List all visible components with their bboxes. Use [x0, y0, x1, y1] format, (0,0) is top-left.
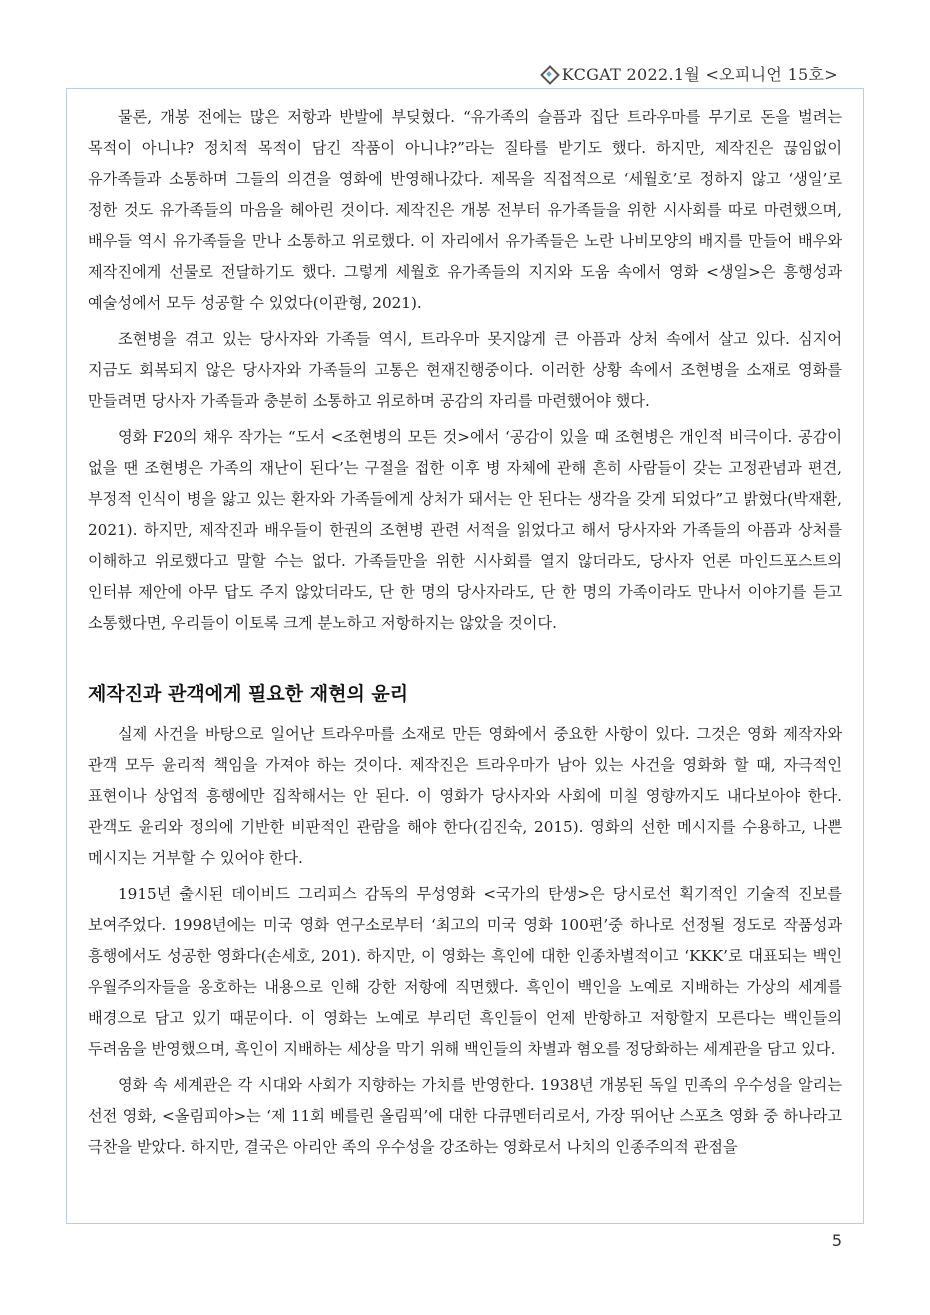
diamond-logo-icon — [542, 67, 556, 81]
paragraph: 1915년 출시된 데이비드 그리피스 감독의 무성영화 <국가의 탄생>은 당시로선 획기적인 기술적 진보를 보여주었다. 1998년에는 미국 영화 연구소로부터 ‘최고의 미국 영화 100편’중 하나로 선정될 정도로 작품성과 흥행에서도 성공한 영화다(손세호, 201). 하지만, 이 영화는 흑인에 대한 인종차별적이고 ‘KKK’로 대표되는 백인 우월주의자들을 옹호하는 내용으로 인해 강한 저항에 직면했다. 흑인이 백인을 노예로 지배하는 가상의 세계를 배경으로 담고 있기 때문이다. 이 영화는 노예로 부리던 흑인들이 언제 반항하고 저항할지 모른다는 백인들의 두려움을 반영했으며, 흑인이 지배하는 세상을 막기 위해 백인들의 차별과 혐오를 정당화하는 세계관을 담고 있다. — [88, 885, 842, 1058]
section-heading: 제작진과 관객에게 필요한 재현의 윤리 — [88, 683, 409, 705]
paragraph: 실제 사건을 바탕으로 일어난 트라우마를 소재로 만든 영화에서 중요한 사항이 있다. 그것은 영화 제작자와 관객 모두 윤리적 책임을 가져야 하는 것이다. 제작진은 트라우마가 남아 있는 사건을 영화화 할 때, 자극적인 표현이나 상업적 흥행에만 집착해서는 안 된다. 이 영화가 당사자와 사회에 미칠 영향까지도 내다보아야 한다. 관객도 윤리와 정의에 기반한 비판적인 관람을 해야 한다(김진숙, 2015). 영화의 선한 메시지를 수용하고, 나쁜 메시지는 거부할 수 있어야 한다. — [88, 725, 842, 867]
article-body — [88, 102, 842, 1163]
page-header — [542, 62, 838, 85]
paragraph: 영화 F20의 채우 작가는 “도서 <조현병의 모든 것>에서 ‘공감이 있을 때 조현병은 개인적 비극이다. 공감이 없을 땐 조현병은 가족의 재난이 된다’는 구절을 접한 이후 병 자체에 관해 흔히 사람들이 갖는 고정관념과 편견, 부정적 인식이 병을 앓고 있는 환자와 가족들에게 상처가 돼서는 안 된다는 생각을 갖게 되었다”고 밝혔다(박재환, 2021). 하지만, 제작진과 배우들이 한권의 조현병 관련 서적을 읽었다고 해서 당사자와 가족들의 아픔과 상처를 이해하고 위로했다고 말할 수는 없다. 가족들만을 위한 시사회를 열지 않더라도, 당사자 언론 마인드포스트의 인터뷰 제안에 아무 답도 주지 않았더라도, 단 한 명의 당사자라도, 단 한 명의 가족이라도 만나서 이야기를 듣고 소통했다면, 우리들이 이토록 크게 분노하고 저항하지는 않았을 것이다. — [88, 428, 842, 632]
paragraph: 조현병을 겪고 있는 당사자와 가족들 역시, 트라우마 못지않게 큰 아픔과 상처 속에서 살고 있다. 심지어 지금도 회복되지 않은 당사자와 가족들의 고통은 현재진행중이다. 이러한 상황 속에서 조현병을 소재로 영화를 만들려면 당사자 가족들과 충분히 소통하고 위로하며 공감의 자리를 마련했어야 했다. — [88, 330, 842, 410]
page-number: 5 — [831, 1231, 842, 1250]
paragraph: 물론, 개봉 전에는 많은 저항과 반발에 부딪혔다. “유가족의 슬픔과 집단 트라우마를 무기로 돈을 벌려는 목적이 아니냐? 정치적 목적이 담긴 작품이 아니냐?”라는 질타를 받기도 했다. 하지만, 제작진은 끊임없이 유가족들과 소통하며 그들의 의견을 영화에 반영해나갔다. 제목을 직접적으로 ‘세월호’로 정하지 않고 ‘생일’로 정한 것도 유가족들의 마음을 헤아린 것이다. 제작진은 개봉 전부터 유가족들을 위한 시사회를 따로 마련했으며, 배우들 역시 유가족들을 만나 소통하고 위로했다. 이 자리에서 유가족들은 노란 나비모양의 배지를 만들어 배우와 제작진에게 선물로 전달하기도 했다. 그렇게 세월호 유가족들의 지지와 도움 속에서 영화 <생일>은 흥행성과 예술성에서 모두 성공할 수 있었다(이관형, 2021). — [88, 108, 842, 312]
paragraph: 영화 속 세계관은 각 시대와 사회가 지향하는 가치를 반영한다. 1938년 개봉된 독일 민족의 우수성을 알리는 선전 영화, <올림피아>는 ‘제 11회 베를린 올림픽’에 대한 다큐멘터리로서, 가장 뛰어난 스포츠 영화 중 하나라고 극찬을 받았다. 하지만, 결국은 아리안 족의 우수성을 강조하는 영화로서 나치의 인종주의적 관점을 — [88, 1076, 842, 1156]
header-text: KCGAT 2022.1월 <오피니언 15호> — [561, 65, 838, 84]
